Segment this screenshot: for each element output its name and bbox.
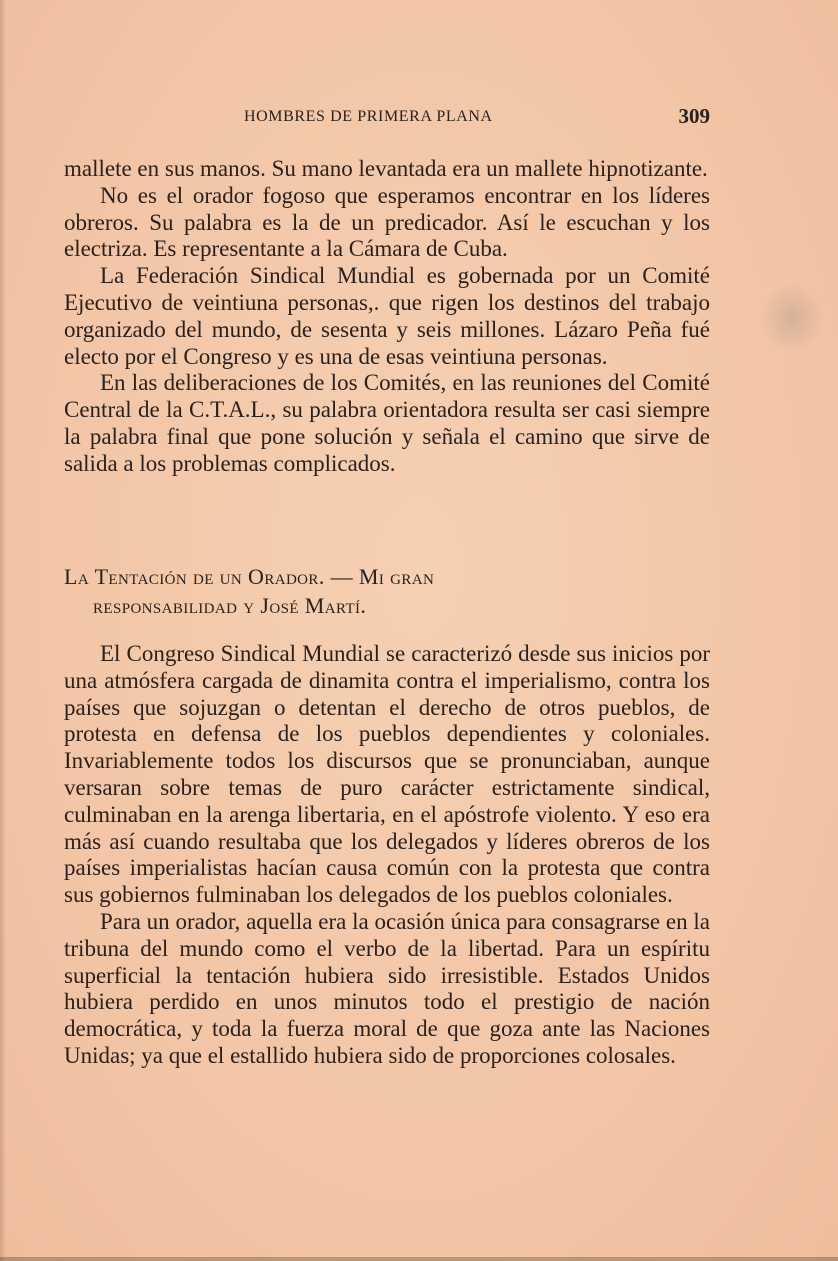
section-2-body [64,641,710,1070]
running-head: HOMBRES DE PRIMERA PLANA [244,108,493,125]
section-heading [64,562,710,620]
section-heading-line-2: responsabilidad y José Martí. [93,593,367,618]
page-bottom-edge [0,1257,838,1261]
section-1-body [64,156,710,478]
page-header [64,104,710,134]
paragraph: mallete en sus manos. Su mano levantada era un mallete hipnotizante. [64,156,708,181]
paragraph: No es el orador fogoso que esperamos encontrar en los líderes obreros. Su palabra es la de un predicador. Así le escuchan y los electriza. Es representante a la Cámara de Cuba. [64,182,710,262]
paragraph: El Congreso Sindical Mundial se caracterizó desde sus inicios por una atmósfera cargada de dinamita contra el imperialismo, contra los países que sojuzgan o detentan el derecho de otros pueblos, de protesta en defensa de los pueblos dependientes y coloniales. Invariablemente todos los discursos que se pronunciaban, aunque versaran sobre temas de puro carácter estrictamente sindical, culminaban en la arenga libertaria, en el apóstrofe violento. Y eso era más así cuando resultaba que los delegados y líderes obreros de los países imperialistas hacían causa común con la protesta que contra sus gobiernos fulminaban los delegados de los pueblos coloniales. [64,641,710,908]
page-number: 309 [678,104,710,128]
paragraph: La Federación Sindical Mundial es gobernada por un Comité Ejecutivo de veintiuna personas,. que rigen los destinos del trabajo organizado del mundo, de sesenta y seis millones. Lázaro Peña fué electo por el Congreso y es una de esas veintiuna personas. [64,263,710,369]
ink-smudge [760,282,824,354]
paragraph: En las deliberaciones de los Comités, en las reuniones del Comité Central de la C.T.A.L., su palabra orientadora resulta ser casi siempre la palabra final que pone solución y señala el camino que sirve de salida a los problemas complicados. [64,370,710,476]
section-heading-line-1: La Tentación de un Orador. — Mi gran [64,564,435,589]
page-edge-shadow [0,0,6,1261]
paragraph: Para un orador, aquella era la ocasión única para consagrarse en la tribuna del mundo como el verbo de la libertad. Para un espíritu superficial la tentación hubiera sido irresistible. Estados Unidos hubiera perdido en unos minutos todo el prestigio de nación democrática, y toda la fuerza moral de que goza ante las Naciones Unidas; ya que el estallido hubiera sido de proporciones colosales. [64,908,710,1068]
